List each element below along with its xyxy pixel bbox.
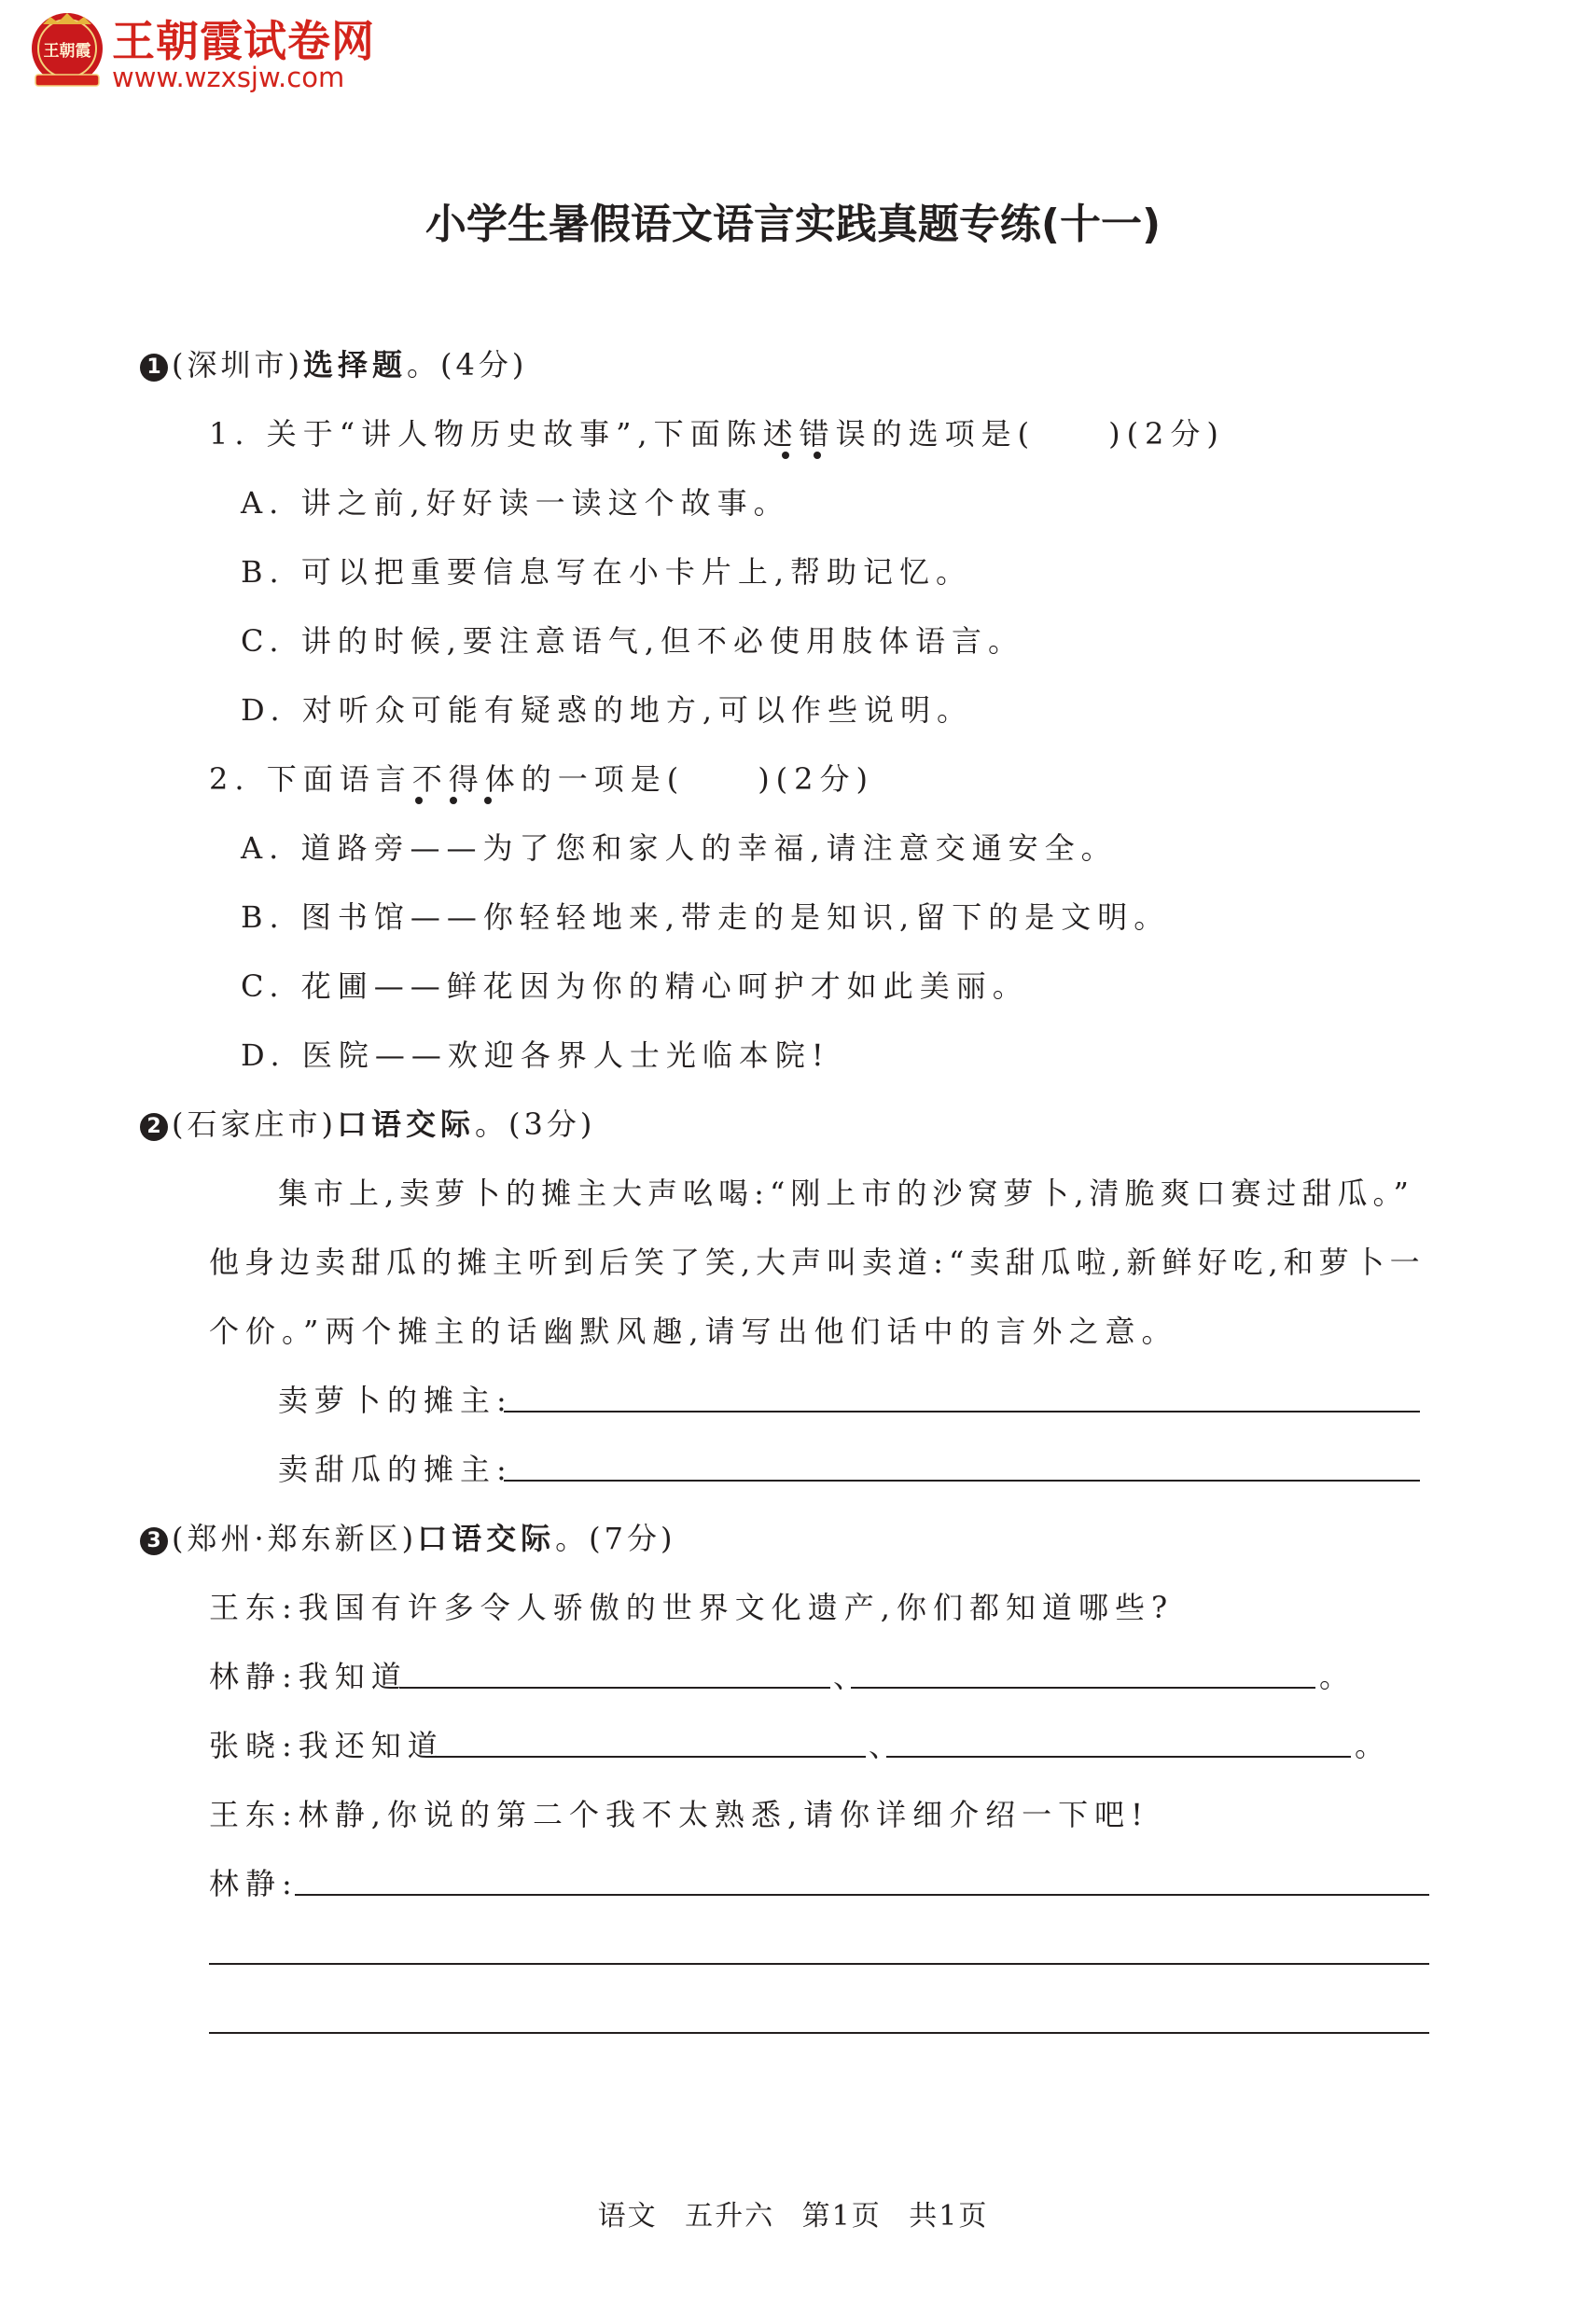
q2-answer-line-2[interactable]	[504, 1480, 1420, 1482]
q3-answer-line-1[interactable]	[295, 1894, 1429, 1896]
q1-region: (深圳市)	[172, 347, 303, 383]
q3-dialog-line: 王东:我国有许多令人骄傲的世界文化遗产,你们都知道哪些?	[209, 1590, 1175, 1625]
q2-heading	[140, 1101, 595, 1144]
q2-fill-label-1: 卖萝卜的摊主:	[278, 1383, 513, 1418]
q1-sub1-stem: 1. 关于“讲人物历史故事”,下面陈述错误的选项是( )(2分)	[209, 416, 1225, 452]
q3-separator: 、	[833, 1659, 870, 1694]
logo-name: 王朝霞试卷网	[112, 16, 375, 66]
emphasis-dot	[415, 797, 423, 804]
q1-number: 1	[140, 354, 168, 382]
q3-blank-1[interactable]	[399, 1687, 830, 1689]
q3-type: 口语交际	[417, 1521, 556, 1556]
q3-number: 3	[140, 1527, 168, 1555]
q3-blank-2[interactable]	[851, 1687, 1315, 1689]
page-title: 小学生暑假语文语言实践真题专练(十一)	[424, 201, 1162, 248]
q3-end-mark: 。	[1319, 1659, 1356, 1694]
q1-sub2-stem: 2. 下面语言不得体的一项是( )(2分)	[209, 761, 875, 797]
q3-dialog-prefix: 林静:	[209, 1866, 299, 1901]
logo-seal-icon	[26, 9, 108, 91]
q1-sub2-option-b: B. 图书馆——你轻轻地来,带走的是知识,留下的是文明。	[241, 899, 1171, 935]
logo-url: www.wzxsjw.com	[112, 62, 345, 93]
q1-sub1-option-c: C. 讲的时候,要注意语气,但不必使用肢体语言。	[241, 623, 1025, 659]
q2-type: 口语交际	[336, 1106, 475, 1142]
q1-sub2-option-d: D. 医院——欢迎各界人士光临本院!	[241, 1037, 830, 1073]
q1-sub2-option-c: C. 花圃——鲜花因为你的精心呵护才如此美丽。	[241, 968, 1029, 1004]
q3-dialog-prefix: 张晓:我还知道	[209, 1728, 444, 1763]
q2-paragraph-line: 个价。”两个摊主的话幽默风趣,请写出他们话中的言外之意。	[209, 1314, 1178, 1349]
q3-region: (郑州·郑东新区)	[172, 1521, 418, 1556]
q3-score: 。(7分)	[555, 1521, 676, 1556]
q2-score: 。(3分)	[475, 1106, 596, 1142]
q2-region: (石家庄市)	[172, 1106, 337, 1142]
q3-end-mark: 。	[1355, 1728, 1392, 1763]
q1-score: 。(4分)	[407, 347, 528, 383]
q3-blank-3[interactable]	[435, 1756, 866, 1758]
q2-paragraph-line: 集市上,卖萝卜的摊主大声吆喝:“刚上市的沙窝萝卜,清脆爽口赛过甜瓜。”	[278, 1176, 1414, 1211]
emphasis-dot	[782, 452, 789, 459]
q3-blank-4[interactable]	[886, 1756, 1351, 1758]
q2-paragraph-line: 他身边卖甜瓜的摊主听到后笑了笑,大声叫卖道:“卖甜瓜啦,新鲜好吃,和萝卜一	[209, 1245, 1426, 1280]
logo-seal-text: 王朝霞	[43, 42, 91, 61]
q2-fill-label-2: 卖甜瓜的摊主:	[278, 1452, 513, 1487]
q1-heading	[140, 341, 527, 384]
emphasis-dot	[484, 797, 492, 804]
q3-separator: 、	[869, 1728, 906, 1763]
page-footer: 语文 五升六 第1页 共1页	[597, 2200, 989, 2233]
q1-type: 选择题	[302, 347, 407, 383]
q2-number: 2	[140, 1113, 168, 1141]
emphasis-dot	[450, 797, 457, 804]
q2-answer-line-1[interactable]	[504, 1411, 1420, 1412]
q1-sub1-option-a: A. 讲之前,好好读一读这个故事。	[241, 485, 790, 521]
q1-sub2-option-a: A. 道路旁——为了您和家人的幸福,请注意交通安全。	[241, 830, 1118, 866]
q3-heading	[140, 1515, 676, 1558]
q3-answer-line-2[interactable]	[209, 1963, 1429, 1965]
q3-dialog-line: 王东:林静,你说的第二个我不太熟悉,请你详细介绍一下吧!	[209, 1797, 1149, 1832]
emphasis-dot	[814, 452, 821, 459]
q3-dialog-prefix: 林静:我知道	[209, 1659, 408, 1694]
q3-answer-line-3[interactable]	[209, 2032, 1429, 2034]
q1-sub1-option-b: B. 可以把重要信息写在小卡片上,帮助记忆。	[241, 554, 973, 590]
q1-sub1-option-d: D. 对听众可能有疑惑的地方,可以作些说明。	[241, 692, 974, 728]
